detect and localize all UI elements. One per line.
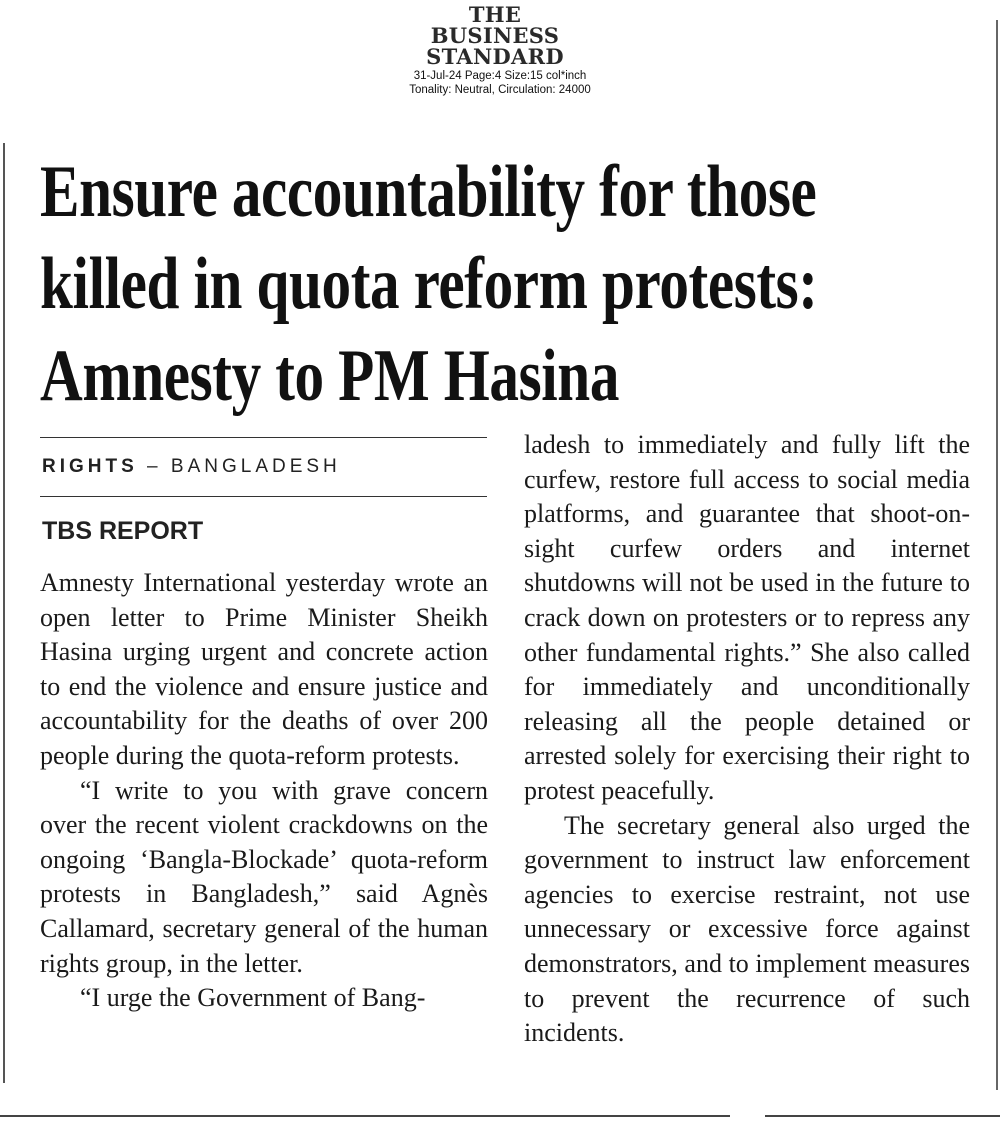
right-border-rule <box>996 20 998 1090</box>
article-headline <box>40 146 992 422</box>
headline-line-3: Amnesty to PM Hasina <box>40 335 620 417</box>
clipping-meta <box>400 69 600 97</box>
article-column-1 <box>40 566 488 1016</box>
clipping-date-page-size: 31-Jul-24 Page:4 Size:15 col*inch <box>413 70 587 82</box>
masthead <box>400 4 600 97</box>
headline-line-1: Ensure accountability for those <box>40 151 817 233</box>
bottom-border-rule-right <box>765 1115 1000 1117</box>
kicker-bottom-rule <box>40 496 487 497</box>
section-separator: – <box>137 456 171 477</box>
section-label: RIGHTS <box>42 456 138 477</box>
section-kicker <box>42 456 341 478</box>
headline-line-2: killed in quota reform protests: <box>40 243 818 325</box>
logo-line-1: THE <box>468 2 522 27</box>
paragraph-3-continued: ladesh to immediately and fully lift the curfew, restore full access to social media platforms, and guarantee that shoot-on-sight curfew orders and internet shutdowns will not be used in the future to crack down on protesters or to repress any other fundamental rights.” She also called for immediately and unconditionally releasing all the people detained or arrested solely for exercising their right to protest peacefully. <box>524 430 970 805</box>
left-border-rule <box>3 143 5 1083</box>
bottom-border-rule <box>0 1115 730 1117</box>
logo-line-2: BUSINESS <box>430 23 560 48</box>
clipping-tonality-circulation: Tonality: Neutral, Circulation: 24000 <box>409 84 591 96</box>
article-column-2 <box>524 428 970 1051</box>
paragraph-2: “I write to you with grave concern over the recent violent crackdowns on the ongoing ‘Bangla-Blockade’ quota-reform protests in Bangladesh,” said Agnès Callamard, secretary general of the human rights group, in the letter. <box>40 775 488 978</box>
publication-logo <box>390 4 600 67</box>
logo-line-3: STANDARD <box>426 44 564 69</box>
paragraph-4: The secretary general also urged the government to instruct law enforcement agencies to exercise restraint, not use unnecessary or excessive force against demonstrators, and to implement measures to prevent the recurrence of such incidents. <box>524 810 970 1048</box>
subsection-label: BANGLADESH <box>170 456 341 477</box>
paragraph-1: Amnesty International yesterday wrote an open letter to Prime Minister Sheikh Hasina urging urgent and concrete action to end the violence and ensure justice and accountability for the deaths of over 200 people during the quota-reform protests. <box>40 568 488 770</box>
byline: TBS REPORT <box>42 517 204 545</box>
paragraph-3-start: “I urge the Government of Bang- <box>80 983 426 1013</box>
kicker-top-rule <box>40 437 487 438</box>
